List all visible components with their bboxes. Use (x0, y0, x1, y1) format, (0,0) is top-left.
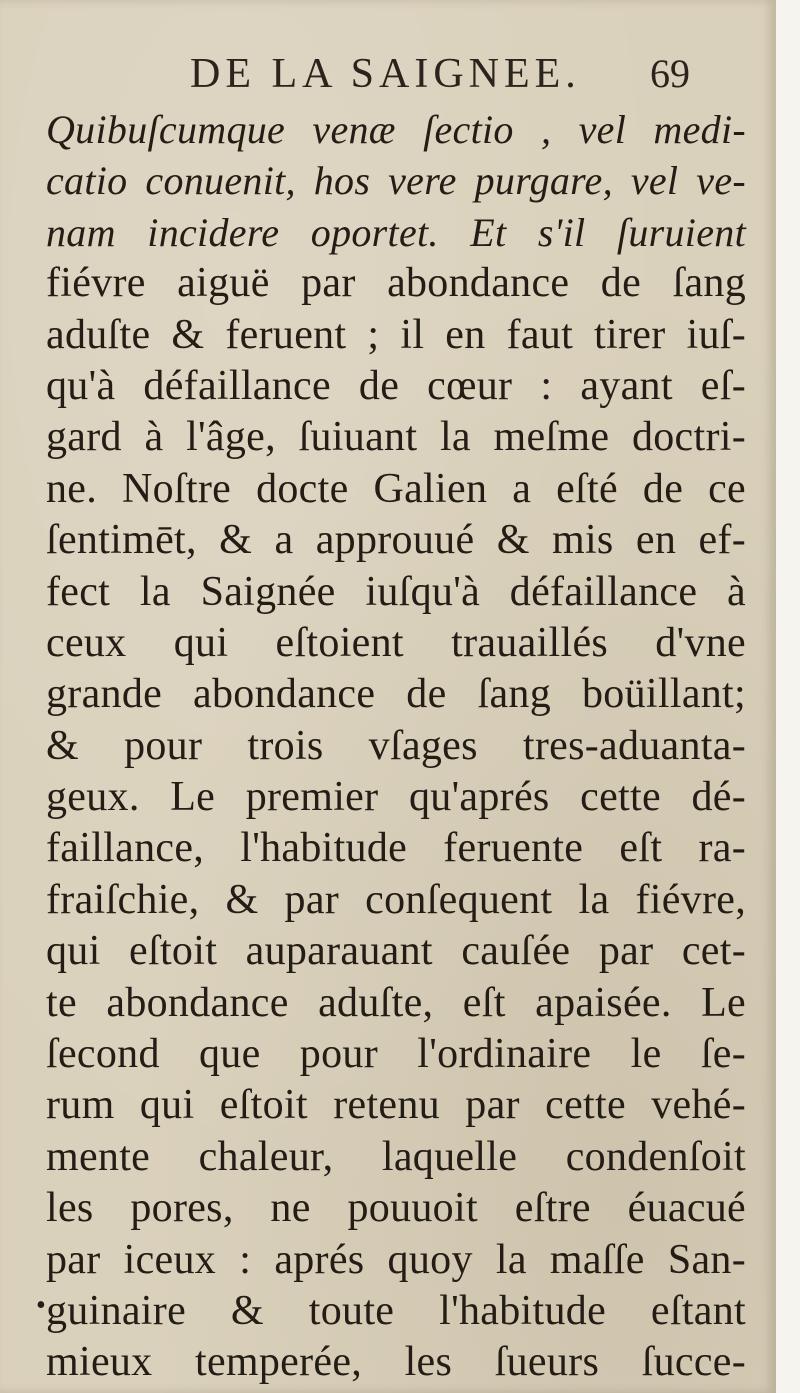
text-line: guinaire & toute l'habitude eſtant (46, 1287, 746, 1334)
text-line: qui eſtoit auparauant cauſée par cet- (46, 928, 746, 975)
text-line: ceux qui eſtoient trauaillés d'vne (46, 619, 746, 666)
text-line: gard à l'âge, ſuiuant la meſme doctri- (46, 414, 746, 461)
margin-mark: • (36, 1290, 46, 1321)
text-line: Quibuſcumque venæ ſectio , vel medi- (46, 107, 746, 152)
text-line: nam incidere oportet. Et s'il ſuruient (46, 209, 746, 255)
text-line: mieux temperée, les ſueurs ſucce- (46, 1339, 746, 1386)
text-line: ſecond que pour l'ordinaire le ſe- (46, 1031, 746, 1078)
text-line: par iceux : aprés quoy la maſſe San- (46, 1236, 746, 1283)
text-line: rum qui eſtoit retenu par cette vehé- (46, 1082, 746, 1129)
page-number: 69 (650, 51, 690, 96)
text-line: & pour trois vſages tres-aduanta- (46, 722, 746, 769)
text-line: ſentimēt, & a approuué & mis en ef- (46, 517, 746, 564)
text-line: fiévre aiguë par abondance de ſang (46, 260, 746, 307)
page-header (0, 50, 776, 110)
text-line: fraiſchie, & par conſequent la fiévre, (46, 876, 746, 923)
text-line: faillance, l'habitude feruente eſt ra- (46, 825, 746, 872)
text-line: geux. Le premier qu'aprés cette dé- (46, 774, 746, 821)
text-line: te abondance aduſte, eſt apaisée. Le (46, 979, 746, 1026)
text-line: aduſte & feruent ; il en faut tirer iuſ- (46, 311, 746, 358)
text-line: grande abondance de ſang boüillant; (46, 671, 746, 718)
text-line: ne. Noſtre docte Galien a eſté de ce (46, 465, 746, 512)
text-line: mente chaleur, laquelle condenſoit (46, 1133, 746, 1180)
running-head: DE LA SAIGNEE. (190, 51, 581, 97)
text-line: qu'à défaillance de cœur : ayant eſ- (46, 362, 746, 409)
page-edge (776, 0, 800, 1393)
body-text (46, 104, 746, 1389)
text-line: catio conuenit, hos vere purgare, vel ve- (46, 158, 746, 204)
text-line: fect la Saignée iuſqu'à défaillance à (46, 568, 746, 615)
text-line: les pores, ne pouuoit eſtre éuacué (46, 1185, 746, 1232)
